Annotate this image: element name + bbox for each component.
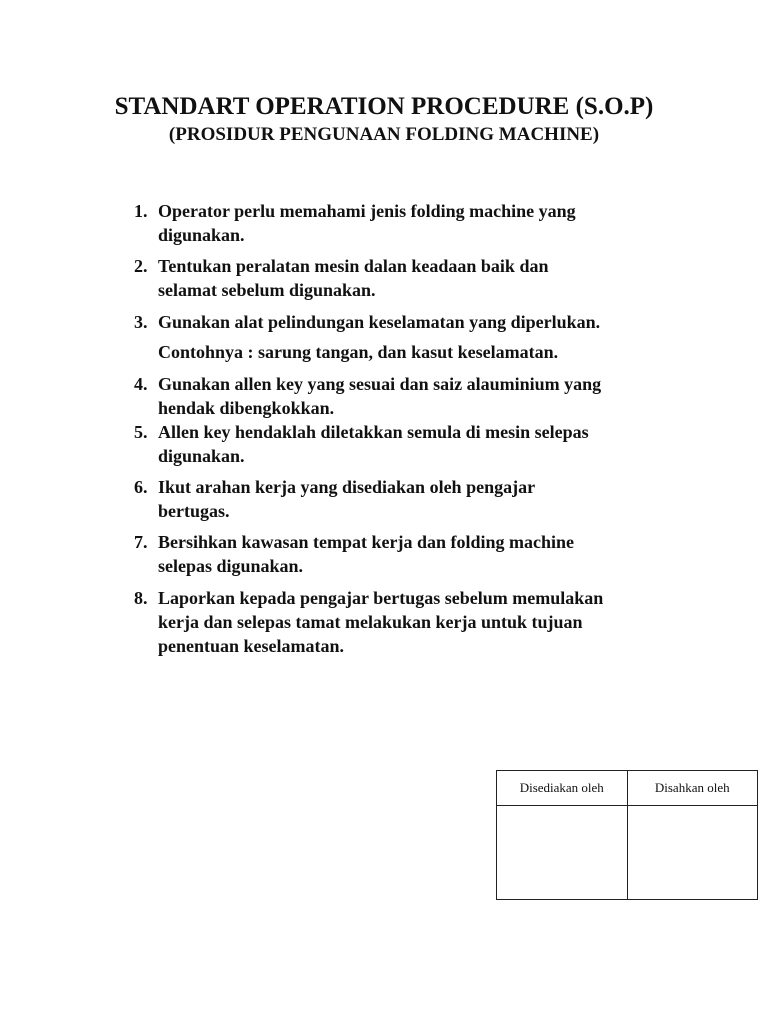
step-text: Tentukan peralatan mesin dalan keadaan baik dan selamat sebelum digunakan. <box>158 256 549 300</box>
signature-table <box>496 770 758 900</box>
document-subtitle: (PROSIDUR PENGUNAAN FOLDING MACHINE) <box>168 124 600 145</box>
document-title: STANDART OPERATION PROCEDURE (S.O.P) <box>114 93 654 120</box>
step-number: 8. <box>134 588 148 608</box>
step-number: 3. <box>134 312 148 332</box>
step-text: Operator perlu memahami jenis folding machine yang digunakan. <box>158 201 576 245</box>
step-number: 2. <box>134 256 148 276</box>
step-number: 1. <box>134 201 148 221</box>
prepared-by-header: Disediakan oleh <box>497 771 628 806</box>
signature-blank-row <box>497 806 758 900</box>
step-3-example-note: Contohnya : sarung tangan, dan kasut keselamatan. <box>158 342 559 362</box>
signature-header-row <box>497 771 758 806</box>
step-text: Gunakan alat pelindungan keselamatan yang diperlukan. <box>158 312 601 332</box>
step-text: Gunakan allen key yang sesuai dan saiz alauminium yang hendak dibengkokkan. <box>158 374 602 418</box>
step-text: Laporkan kepada pengajar bertugas sebelum memulakan kerja dan selepas tamat melakukan kerja untuk tujuan penentuan keselamatan. <box>158 588 604 656</box>
approved-by-header: Disahkan oleh <box>627 771 758 806</box>
step-text: Allen key hendaklah diletakkan semula di mesin selepas digunakan. <box>158 422 589 466</box>
step-number: 4. <box>134 374 148 394</box>
step-number: 6. <box>134 477 148 497</box>
step-text: Ikut arahan kerja yang disediakan oleh pengajar bertugas. <box>158 477 536 521</box>
step-number: 7. <box>134 532 148 552</box>
step-number: 5. <box>134 422 148 442</box>
prepared-by-signature-box <box>497 806 628 900</box>
approved-by-signature-box <box>627 806 758 900</box>
step-text: Bersihkan kawasan tempat kerja dan folding machine selepas digunakan. <box>158 532 575 576</box>
